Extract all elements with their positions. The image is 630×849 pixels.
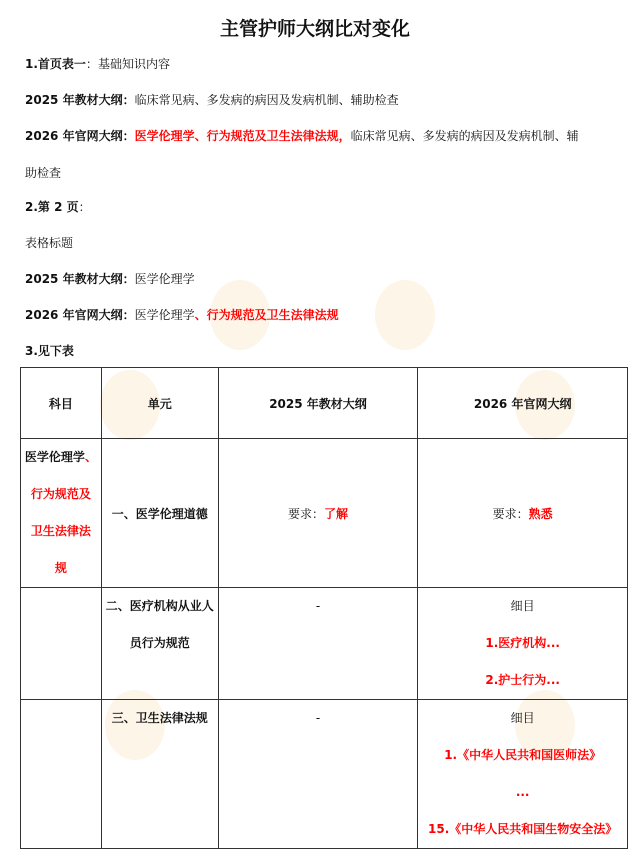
text-2026-red: 、行为规范及卫生法律法规 xyxy=(194,308,339,322)
header-subject: 科目 xyxy=(21,368,102,439)
unit-text: 员行为规范 xyxy=(129,636,190,650)
unit-cell xyxy=(101,588,218,700)
detail-item: ... xyxy=(515,785,530,799)
label-2026: 2026 年官网大纲： xyxy=(25,308,135,322)
subject-text-red: 、 xyxy=(84,450,97,464)
subject-text-red: 行为规范及 xyxy=(30,487,91,501)
section2-heading xyxy=(25,198,91,215)
text-2025: 临床常见病、多发病的病因及发病机制、辅助检查 xyxy=(134,93,399,107)
unit-cell: 一、医学伦理道德 xyxy=(101,439,218,588)
header-unit: 单元 xyxy=(101,368,218,439)
subject-text: 医学伦理学 xyxy=(24,450,85,464)
dash: - xyxy=(315,711,321,725)
text-2026-cont: 助检查 xyxy=(25,166,62,180)
unit-cell xyxy=(101,700,218,849)
subject-cell xyxy=(21,439,102,588)
table-row xyxy=(21,439,628,588)
cell-2026 xyxy=(418,439,628,588)
separator: ： xyxy=(78,200,91,214)
section1-heading xyxy=(25,55,170,72)
header-2026: 2026 年官网大纲 xyxy=(418,368,628,439)
cell-2025 xyxy=(218,439,418,588)
unit-text: 三、卫生法律法规 xyxy=(111,711,208,725)
table-header-row xyxy=(21,368,628,439)
text-2026-red: 医学伦理学、行为规范及卫生法律法规， xyxy=(134,129,351,143)
detail-item: 1.《中华人民共和国医师法》 xyxy=(444,748,602,762)
cell-2025 xyxy=(218,700,418,849)
detail-heading: 细目 xyxy=(510,711,535,725)
comparison-table xyxy=(20,367,628,849)
section1-label: 1.首页表一 xyxy=(25,57,86,71)
label-2025: 2025 年教材大纲： xyxy=(25,272,135,286)
section2-2025 xyxy=(25,270,195,287)
detail-item: 2.护士行为... xyxy=(485,673,560,687)
section2-label: 2.第 2 页 xyxy=(25,200,79,214)
dash: - xyxy=(315,599,321,613)
requirement-value: 熟悉 xyxy=(528,506,553,521)
cell-2026 xyxy=(418,700,628,849)
text-2026: 临床常见病、多发病的病因及发病机制、辅 xyxy=(350,129,579,143)
text-2026: 医学伦理学 xyxy=(134,308,195,322)
table-row xyxy=(21,700,628,849)
page-title: 主管护师大纲比对变化 xyxy=(219,18,410,40)
section3-heading xyxy=(25,342,74,359)
subject-cell xyxy=(21,700,102,849)
section1-2026 xyxy=(25,127,579,144)
detail-item: 15.《中华人民共和国生物安全法》 xyxy=(428,822,618,836)
subject-text-red: 卫生法律法 xyxy=(30,524,91,538)
section1-text: 基础知识内容 xyxy=(97,57,170,71)
header-2025: 2025 年教材大纲 xyxy=(218,368,418,439)
cell-2026 xyxy=(418,588,628,700)
cell-2025 xyxy=(218,588,418,700)
subject-cell xyxy=(21,588,102,700)
requirement-label: 要求： xyxy=(492,506,529,521)
section1-2025 xyxy=(25,91,399,108)
section2-subtitle: 表格标题 xyxy=(25,236,74,250)
detail-item: 1.医疗机构... xyxy=(485,636,560,650)
requirement-label: 要求： xyxy=(287,506,324,521)
label-2026: 2026 年官网大纲： xyxy=(25,129,135,143)
unit-text: 二、医疗机构从业人 xyxy=(105,599,214,613)
detail-heading: 细目 xyxy=(510,599,535,613)
section3-label: 3.见下表 xyxy=(25,344,74,358)
table-row xyxy=(21,588,628,700)
label-2025: 2025 年教材大纲： xyxy=(25,93,135,107)
requirement-value: 了解 xyxy=(324,506,349,521)
text-2025: 医学伦理学 xyxy=(134,272,195,286)
subject-text-red: 规 xyxy=(54,561,67,575)
section2-2026 xyxy=(25,306,339,323)
separator: ： xyxy=(85,57,98,71)
